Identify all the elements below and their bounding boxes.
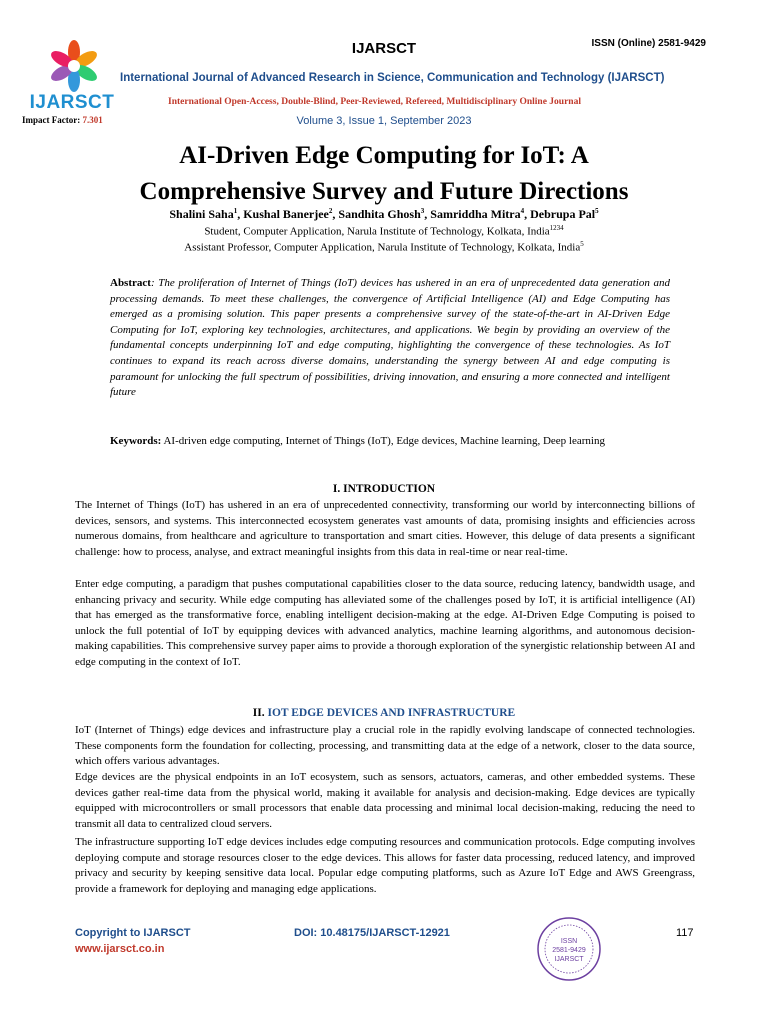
seal-line-3: IJARSCT bbox=[554, 956, 584, 963]
volume-issue: Volume 3, Issue 1, September 2023 bbox=[296, 115, 472, 127]
impact-label: Impact Factor: bbox=[22, 115, 83, 125]
author: Debrupa Pal bbox=[530, 207, 596, 221]
paper-title bbox=[60, 138, 708, 210]
page-number: 117 bbox=[676, 927, 694, 939]
issn-seal bbox=[536, 916, 602, 982]
section-1-paragraph-2: Enter edge computing, a paradigm that pushes computational capabilities closer to the data source, reducing latency, bandwidth usage, and enhancing privacy and security. While edge computing has alleviated some of the challenges posed by IoT, it is artificial intelligence (AI) that has emerged as the transformative force, enabling intelligent decision-making at the edge. AI-Driven Edge Computing is poised to unlock the full potential of IoT by equipping devices with advanced analytics, machine learning algorithms, and autonomous decision-making capabilities. This comprehensive survey paper aims to provide a thorough exploration of the synergistic relationship between AI and edge computing in the context of IoT. bbox=[75, 578, 695, 668]
affiliation-2-sup: 5 bbox=[580, 240, 584, 248]
seal-line-1: ISSN bbox=[560, 938, 578, 945]
author: Shalini Saha bbox=[169, 207, 234, 221]
title-line-2: Comprehensive Survey and Future Directions bbox=[139, 178, 629, 205]
author-sup: 4 bbox=[520, 207, 525, 215]
author-sep: , bbox=[524, 207, 531, 221]
title-line-1: AI-Driven Edge Computing for IoT: A bbox=[179, 142, 589, 169]
footer-doi[interactable]: DOI: 10.48175/IJARSCT-12921 bbox=[294, 927, 450, 939]
section-1-paragraph-1: The Internet of Things (IoT) has ushered in an era of unprecedented connectivity, transforming our world by interconnecting billions of devices, sensors, and systems. This interconnected ecosystem generates vast amounts of data, promising insights and efficiencies across numerous domains, from healthcare and agriculture to transportation and smart cities. However, this deluge of data presents a significant challenge: how to process, analyse, and extract meaningful insights from this data in real-time or near real-time. bbox=[75, 499, 695, 558]
issn: ISSN (Online) 2581-9429 bbox=[591, 38, 706, 49]
section-2-paragraph-2: Edge devices are the physical endpoints in an IoT ecosystem, such as sensors, actuators, cameras, and other embedded systems. These devices gather real-time data from the physical world, making it available for analysis and decision-making. Edge devices are typically equipped with microcontrollers or small processors that enable data processing and minimal local decision-making, reducing the need to transmit all data to centralized cloud servers. bbox=[75, 771, 695, 830]
author: Sandhita Ghosh bbox=[338, 207, 421, 221]
abstract-label: Abstract bbox=[110, 277, 151, 289]
section-2-paragraph-3: The infrastructure supporting IoT edge devices includes edge computing resources and communication protocols. Edge computing involves deploying compute and storage resources closer to the edge devices. This allows for faster data processing, reduced latency, and improved privacy and security by keeping sensitive data local. Popular edge computing platforms, such as Azure IoT Edge and AWS Greengrass, provide a framework for deploying and managing edge applications. bbox=[75, 836, 695, 895]
keywords-text: AI-driven edge computing, Internet of Things (IoT), Edge devices, Machine learning, Deep learning bbox=[161, 435, 605, 447]
affiliation-1-sup: 1234 bbox=[549, 224, 564, 232]
footer-website-link[interactable]: www.ijarsct.co.in bbox=[75, 943, 165, 955]
author-sep: , bbox=[237, 207, 244, 221]
logo-text: IJARSCT bbox=[29, 92, 115, 113]
journal-short-name: IJARSCT bbox=[351, 40, 417, 57]
author-sep: , bbox=[332, 207, 339, 221]
keywords bbox=[110, 434, 670, 450]
author: Kushal Banerjee bbox=[243, 207, 329, 221]
journal-full-name: International Journal of Advanced Research in Science, Communication and Technology (IJARSCT) bbox=[120, 72, 665, 84]
section-2-title: IOT EDGE DEVICES AND INFRASTRUCTURE bbox=[267, 707, 516, 719]
section-2-paragraph-1: IoT (Internet of Things) edge devices and infrastructure play a crucial role in the rapidly evolving landscape of connected technologies. These components form the foundation for collecting, processing, and transmitting data at the edge of a network, closer to the data source, which offers various advantages. bbox=[75, 724, 695, 768]
affiliation-2 bbox=[0, 240, 768, 254]
footer-copyright: Copyright to IJARSCT bbox=[75, 927, 191, 939]
affiliation-1-text: Student, Computer Application, Narula Institute of Technology, Kolkata, India bbox=[204, 225, 550, 238]
author-sup: 3 bbox=[420, 207, 425, 215]
section-2-heading bbox=[0, 707, 768, 719]
affiliation-2-text: Assistant Professor, Computer Application, Narula Institute of Technology, Kolkata, India bbox=[184, 241, 581, 254]
section-2-number: II. bbox=[252, 707, 268, 719]
abstract bbox=[110, 276, 670, 401]
affiliation-1 bbox=[0, 224, 768, 238]
seal-line-2: 2581-9429 bbox=[552, 947, 586, 954]
author-sep: , bbox=[424, 207, 431, 221]
author: Samriddha Mitra bbox=[430, 207, 521, 221]
author-list bbox=[0, 207, 768, 222]
journal-subtitle: International Open-Access, Double-Blind, Peer-Reviewed, Refereed, Multidisciplinary Online Journal bbox=[168, 97, 581, 107]
impact-value: 7.301 bbox=[82, 115, 103, 125]
section-1-heading: I. INTRODUCTION bbox=[332, 483, 436, 495]
keywords-label: Keywords: bbox=[110, 435, 162, 447]
author-sup: 2 bbox=[328, 207, 333, 215]
seal-stamp-icon bbox=[536, 916, 602, 982]
author-sup: 5 bbox=[595, 207, 599, 215]
author-sup: 1 bbox=[233, 207, 238, 215]
abstract-text: : The proliferation of Internet of Things (IoT) devices has ushered in an era of unprecedented data generation and processing demands. To meet these challenges, the convergence of Artificial Intelligence (AI) and Edge Computing has emerged as a promising solution. This paper presents a comprehensive survey of the state-of-the-art in AI-Driven Edge Computing for IoT, exploring key technologies, architectures, and applications. We begin by providing an overview of the fundamental concepts underpinning IoT and edge computing, highlighting the convergence of these technologies. As IoT continues to expand its reach across diverse domains, understanding the synergy between AI and edge computing is paramount for unlocking the full spectrum of possibilities, driving innovation, and ensuring a more connected and intelligent future bbox=[110, 277, 670, 399]
